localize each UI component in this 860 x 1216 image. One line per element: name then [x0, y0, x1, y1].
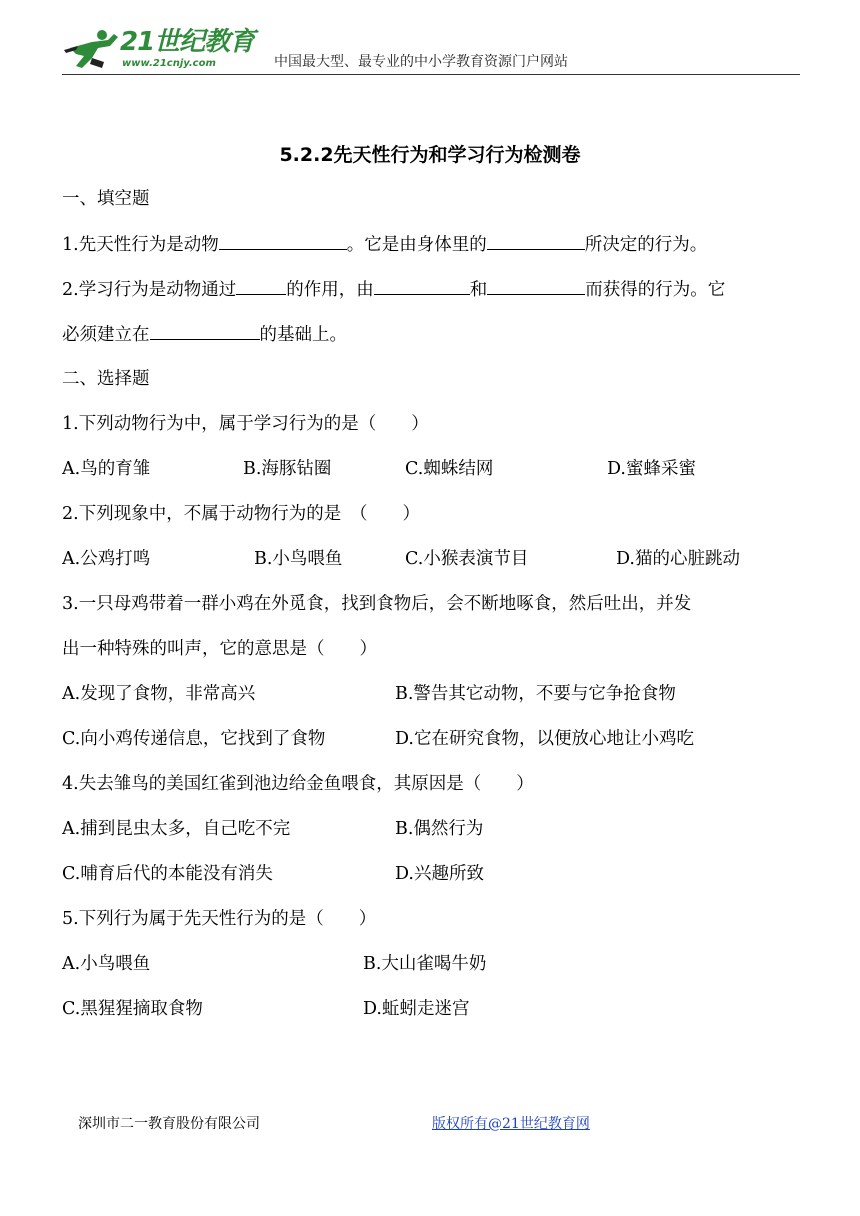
option-b[interactable]: B.警告其它动物，不要与它争抢食物 [395, 684, 676, 704]
logo-url: www.21cnjy.com [122, 58, 216, 69]
answer-blank[interactable] [374, 277, 470, 295]
site-tagline: 中国最大型、最专业的中小学教育资源门户网站 [274, 54, 568, 70]
option-c[interactable]: C.向小鸡传递信息，它找到了食物 [62, 729, 326, 749]
fill-q2-text-c: 和 [469, 280, 488, 300]
option-c[interactable]: C.哺育后代的本能没有消失 [62, 864, 273, 884]
option-a[interactable]: A.小鸟喂鱼 [62, 954, 151, 974]
option-b[interactable]: B.偶然行为 [395, 819, 484, 839]
option-a[interactable]: A.发现了食物，非常高兴 [62, 684, 256, 704]
choice-question-3-stem: 3.一只母鸡带着一群小鸡在外觅食，找到食物后，会不断地啄食，然后吐出，并发 [62, 594, 692, 614]
answer-blank[interactable] [219, 232, 347, 250]
option-b[interactable]: B.小鸟喂鱼 [254, 549, 343, 569]
fill-q1-text-b: 。它是由身体里的 [346, 235, 487, 255]
logo-text: 21世纪教育 [120, 27, 255, 57]
option-b[interactable]: B.大山雀喝牛奶 [363, 954, 487, 974]
fill-q2-text-f: 的基础上。 [259, 325, 347, 345]
section-heading-fill-blank: 一、填空题 [62, 189, 150, 209]
fill-q2-text-d: 而获得的行为。它 [585, 280, 726, 300]
option-d[interactable]: D.蚯蚓走迷宫 [363, 999, 470, 1019]
header-divider [62, 74, 800, 75]
document-title: 5.2.2先天性行为和学习行为检测卷 [279, 144, 581, 166]
option-a[interactable]: A.鸟的育雏 [62, 459, 151, 479]
fill-q1-text-a: 1.先天性行为是动物 [62, 235, 219, 255]
fill-q2-text-a: 2.学习行为是动物通过 [62, 280, 237, 300]
option-c[interactable]: C.小猴表演节目 [405, 549, 529, 569]
option-c[interactable]: C.黑猩猩摘取食物 [62, 999, 203, 1019]
fill-question-1 [62, 232, 802, 257]
fill-q2-text-b: 的作用，由 [286, 280, 374, 300]
fill-question-2-cont [62, 322, 802, 347]
option-d[interactable]: D.猫的心脏跳动 [616, 549, 740, 569]
running-figure-icon [62, 28, 122, 72]
answer-blank[interactable] [236, 277, 286, 295]
page-header [62, 26, 800, 76]
fill-q2-text-e: 必须建立在 [62, 325, 150, 345]
choice-question-1-stem: 1.下列动物行为中，属于学习行为的是（ ） [62, 414, 429, 434]
answer-blank[interactable] [150, 322, 260, 340]
option-d[interactable]: D.蜜蜂采蜜 [607, 459, 696, 479]
choice-question-4-stem: 4.失去雏鸟的美国红雀到池边给金鱼喂食，其原因是（ ） [62, 774, 534, 794]
choice-question-5-stem: 5.下列行为属于先天性行为的是（ ） [62, 909, 377, 929]
fill-q1-text-c: 所决定的行为。 [584, 235, 708, 255]
section-heading-multiple-choice: 二、选择题 [62, 369, 150, 389]
option-a[interactable]: A.公鸡打鸣 [62, 549, 151, 569]
footer-company: 深圳市二一教育股份有限公司 [78, 1116, 260, 1132]
choice-question-3-stem-cont: 出一种特殊的叫声，它的意思是（ ） [62, 639, 377, 659]
answer-blank[interactable] [487, 232, 585, 250]
fill-question-2 [62, 277, 802, 302]
option-a[interactable]: A.捕到昆虫太多，自己吃不完 [62, 819, 291, 839]
site-logo[interactable] [62, 26, 272, 74]
option-d[interactable]: D.它在研究食物，以便放心地让小鸡吃 [395, 729, 694, 749]
choice-question-2-stem: 2.下列现象中，不属于动物行为的是 （ ） [62, 504, 420, 524]
option-b[interactable]: B.海豚钻圈 [243, 459, 332, 479]
option-d[interactable]: D.兴趣所致 [395, 864, 484, 884]
footer-copyright-link[interactable]: 版权所有@21世纪教育网 [432, 1116, 590, 1132]
option-c[interactable]: C.蜘蛛结网 [405, 459, 494, 479]
answer-blank[interactable] [487, 277, 585, 295]
